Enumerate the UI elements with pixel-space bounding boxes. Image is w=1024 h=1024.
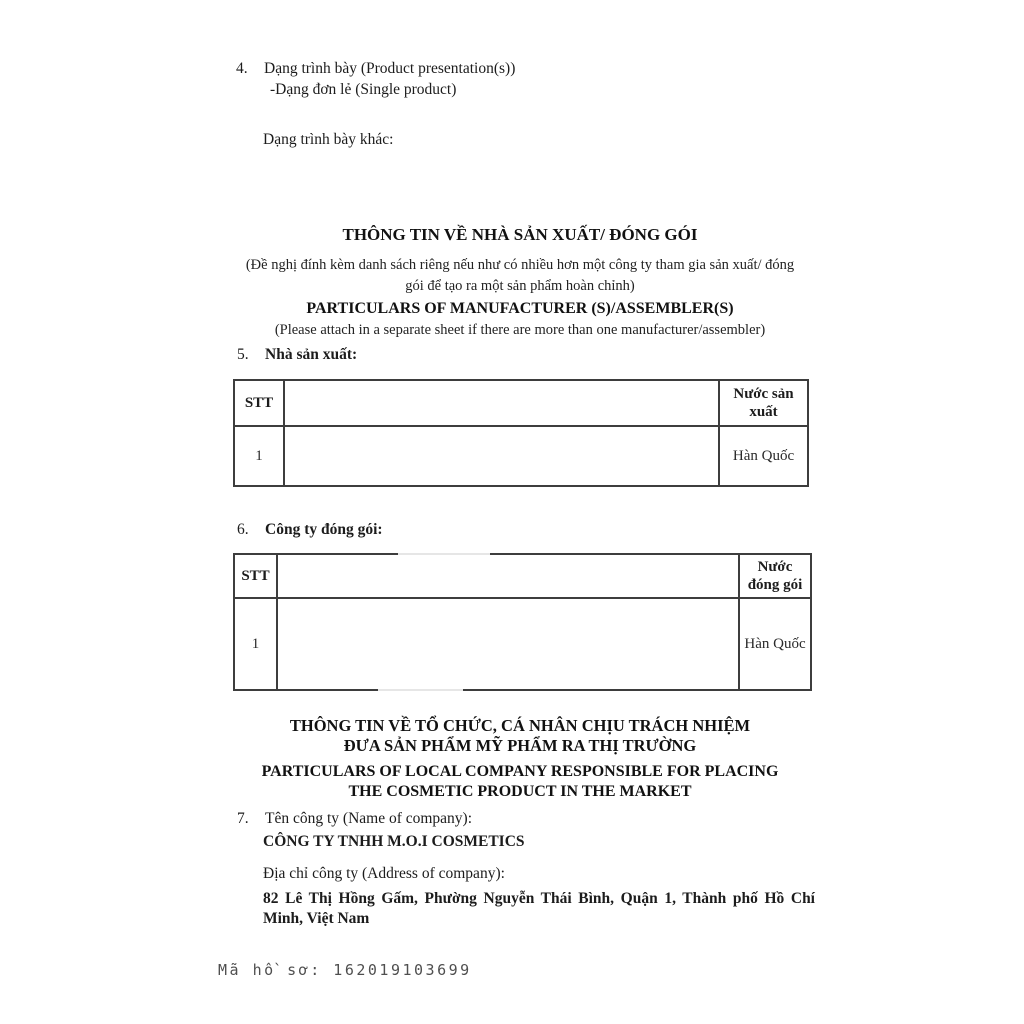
manufacturer-table-row [234,426,808,486]
manufacturer-section-title-vi: THÔNG TIN VỀ NHÀ SẢN XUẤT/ ĐÓNG GÓI [342,225,698,244]
cell-country-of-packaging-value: Hàn Quốc [739,598,811,690]
cell-assembler-name-value [277,598,739,690]
company-name-item [237,809,472,829]
manufacturer-item [237,345,357,365]
manufacturer-section-title-en: PARTICULARS OF MANUFACTURER (S)/ASSEMBLER(S) [306,300,734,317]
header-cell-manufacturer-name [284,380,719,426]
item6-number: 6. [237,521,249,538]
item5-number: 5. [237,346,249,363]
item4-number: 4. [236,60,248,77]
product-presentation-label: Dạng trình bày (Product presentation(s)) [264,60,516,77]
header-cell-stt: STT [234,380,284,426]
product-presentation-item [236,59,515,79]
manufacturer-table-header-row [234,380,808,426]
whiteout-mark-top [398,551,490,556]
header-cell-country-of-manufacture: Nước sản xuất [719,380,808,426]
manufacturer-section-note-vi-line1: (Đề nghị đính kèm danh sách riêng nếu như có nhiều hơn một công ty tham gia sản xuất/ đóng [245,257,795,273]
item7-number: 7. [237,810,249,827]
header-cell-country-of-packaging: Nước đóng gói [739,554,811,598]
header-cell-assembler-name [277,554,739,598]
single-product-label: -Dạng đơn lẻ (Single product) [270,81,457,98]
assembler-item-label: Công ty đóng gói: [265,521,383,538]
assembler-item [237,520,383,540]
local-company-title-vi-line2: ĐƯA SẢN PHẨM MỸ PHẨM RA THỊ TRƯỜNG [343,736,697,755]
cell-country-of-manufacture-value: Hàn Quốc [719,426,808,486]
assembler-table-row [234,598,811,690]
assembler-table-header-row [234,554,811,598]
company-name-label: Tên công ty (Name of company): [265,810,473,827]
address-label: Địa chỉ công ty (Address of company): [263,865,505,882]
header-cell-stt: STT [234,554,277,598]
manufacturer-section-note-vi-line2: gói để tạo ra một sản phẩm hoàn chỉnh) [405,278,635,294]
company-name: CÔNG TY TNHH M.O.I COSMETICS [263,833,525,850]
local-company-title-vi-line1: THÔNG TIN VỀ TỔ CHỨC, CÁ NHÂN CHỊU TRÁCH NHIỆM [289,716,751,735]
manufacturer-table [233,379,809,487]
local-company-title-en-line1: PARTICULARS OF LOCAL COMPANY RESPONSIBLE FOR PLACING [261,763,779,780]
dossier-code: Mã hồ sơ: 162019103699 [218,961,472,979]
cell-stt-value: 1 [234,598,277,690]
manufacturer-item-label: Nhà sản xuất: [265,346,358,363]
assembler-table [233,553,812,691]
whiteout-mark-bottom [378,688,463,693]
company-address: 82 Lê Thị Hồng Gấm, Phường Nguyễn Thái Bình, Quận 1, Thành phố Hồ Chí Minh, Việt Nam [263,890,815,927]
cell-manufacturer-name-value [284,426,719,486]
cell-stt-value: 1 [234,426,284,486]
other-presentation-label: Dạng trình bày khác: [263,131,394,148]
local-company-title-en-line2: THE COSMETIC PRODUCT IN THE MARKET [348,783,692,800]
manufacturer-section-note-en: (Please attach in a separate sheet if there are more than one manufacturer/assembler) [274,322,766,338]
